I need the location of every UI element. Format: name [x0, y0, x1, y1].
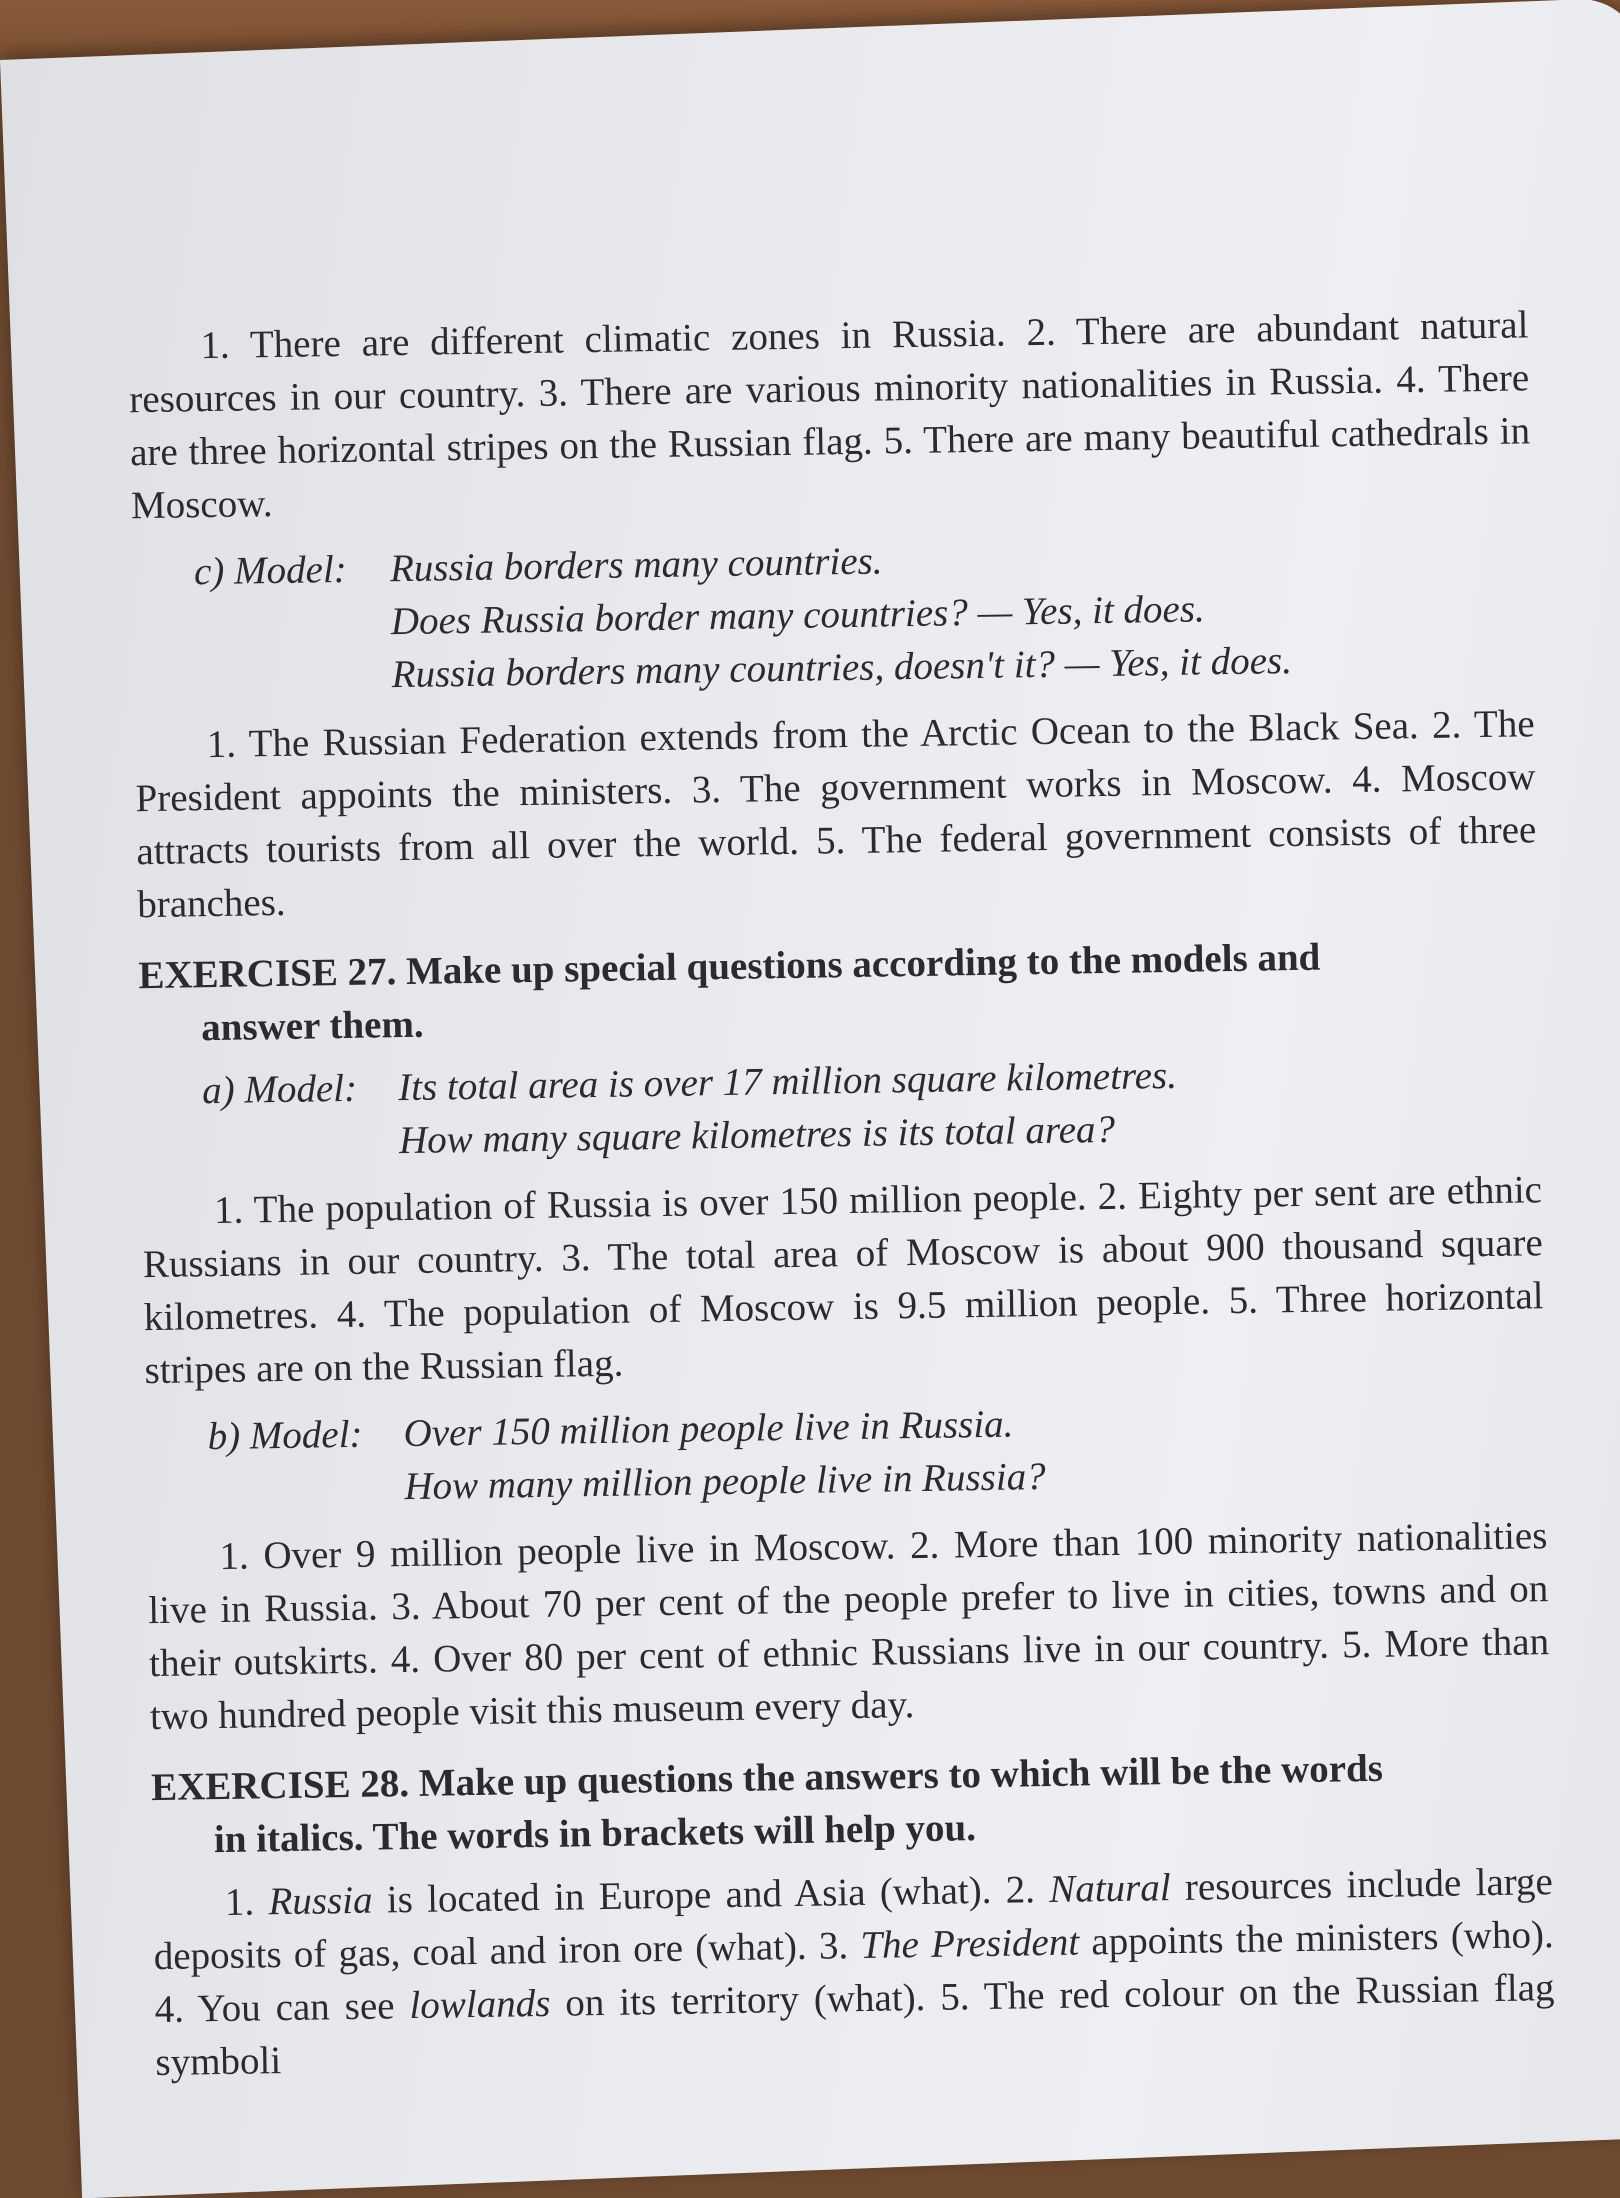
exercise-28-heading [151, 1739, 1552, 1867]
model-b-line: Over 150 million people live in Russia. [403, 1402, 1014, 1456]
ex28-text: appoints the ministers (who). 4. You can see [154, 1913, 1554, 2032]
model-b [207, 1389, 1546, 1516]
ex28-num: 1. [224, 1880, 255, 1924]
model-c [194, 524, 1534, 704]
model-b-label: b) Model: [207, 1412, 363, 1459]
ex28-italic-president: The President [860, 1920, 1080, 1967]
page-content [128, 298, 1556, 2103]
exercise-27-title-cont: answer them. [200, 1002, 424, 1050]
exercise-28-title: EXERCISE 28. Make up questions the answers to which will be the words [150, 1746, 1384, 1810]
model-a [202, 1043, 1541, 1170]
model-a-line: Its total area is over 17 million square kilometres. [397, 1053, 1178, 1110]
model-a-line: How many square kilometres is its total area? [398, 1107, 1116, 1163]
ex28-text: resources include large deposits of gas, coal and iron ore (what). 3. [153, 1860, 1554, 1979]
model-b-line: How many million people live in Russia? [404, 1455, 1046, 1509]
exercise-27-title: EXERCISE 27. Make up special questions according to the models and [138, 935, 1321, 998]
model-a-label: a) Model: [201, 1066, 358, 1113]
exercise-27b-sentences: 1. Over 9 million people live in Moscow. 2. More than 100 minority nationalities live in Russia. 3. About 70 per cent of the people prefer to live in cities, towns and on their outskirts. 4. Over 80 per cent of ethnic Russians live in our country. 5. More than two hundred people visit this museum every day. [148, 1514, 1550, 1739]
ex28-text: is located in Europe and Asia (what). 2. [386, 1868, 1036, 1922]
ex28-italic-russia: Russia [268, 1878, 373, 1924]
exercise-c-sentences: 1. The Russian Federation extends from the Arctic Ocean to the Black Sea. 2. The President appoints the ministers. 3. The government works in Moscow. 4. Moscow attracts tourists from all over the world. 5. The federal government consists of three branches. [135, 702, 1537, 927]
model-c-label: c) Model: [193, 547, 348, 594]
exercise-27-heading [138, 927, 1539, 1055]
exercise-28-title-cont: in italics. The words in brackets will help you. [213, 1806, 977, 1862]
exercise-28-sentences [153, 1855, 1556, 2089]
model-c-line: Russia borders many countries, doesn't it? — Yes, it does. [391, 639, 1293, 697]
exercise-b-sentences: 1. There are different climatic zones in Russia. 2. There are abundant natural resources in our country. 3. There are various minority nationalities in Russia. 4. There are three horizontal stripes on the Russian flag. 5. There are many beautiful cathedrals in Moscow. [128, 303, 1531, 528]
ex28-italic-natural: Natural [1048, 1866, 1171, 1911]
exercise-27a-sentences: 1. The population of Russia is over 150 million people. 2. Eighty per sent are ethnic Russians in our country. 3. The total area of Moscow is about 900 thousand square kilometres. 4. The population of Moscow is 9.5 million people. 5. Three horizontal stripes are on the Russian flag. [142, 1168, 1544, 1393]
ex28-italic-lowlands: lowlands [409, 1981, 551, 2028]
model-c-line: Does Russia border many countries? — Yes, it does. [390, 587, 1206, 644]
model-c-line: Russia borders many countries. [389, 539, 883, 591]
ex28-text: on its territory (what). 5. The red colour on the Russian flag symboli [155, 1966, 1555, 2085]
